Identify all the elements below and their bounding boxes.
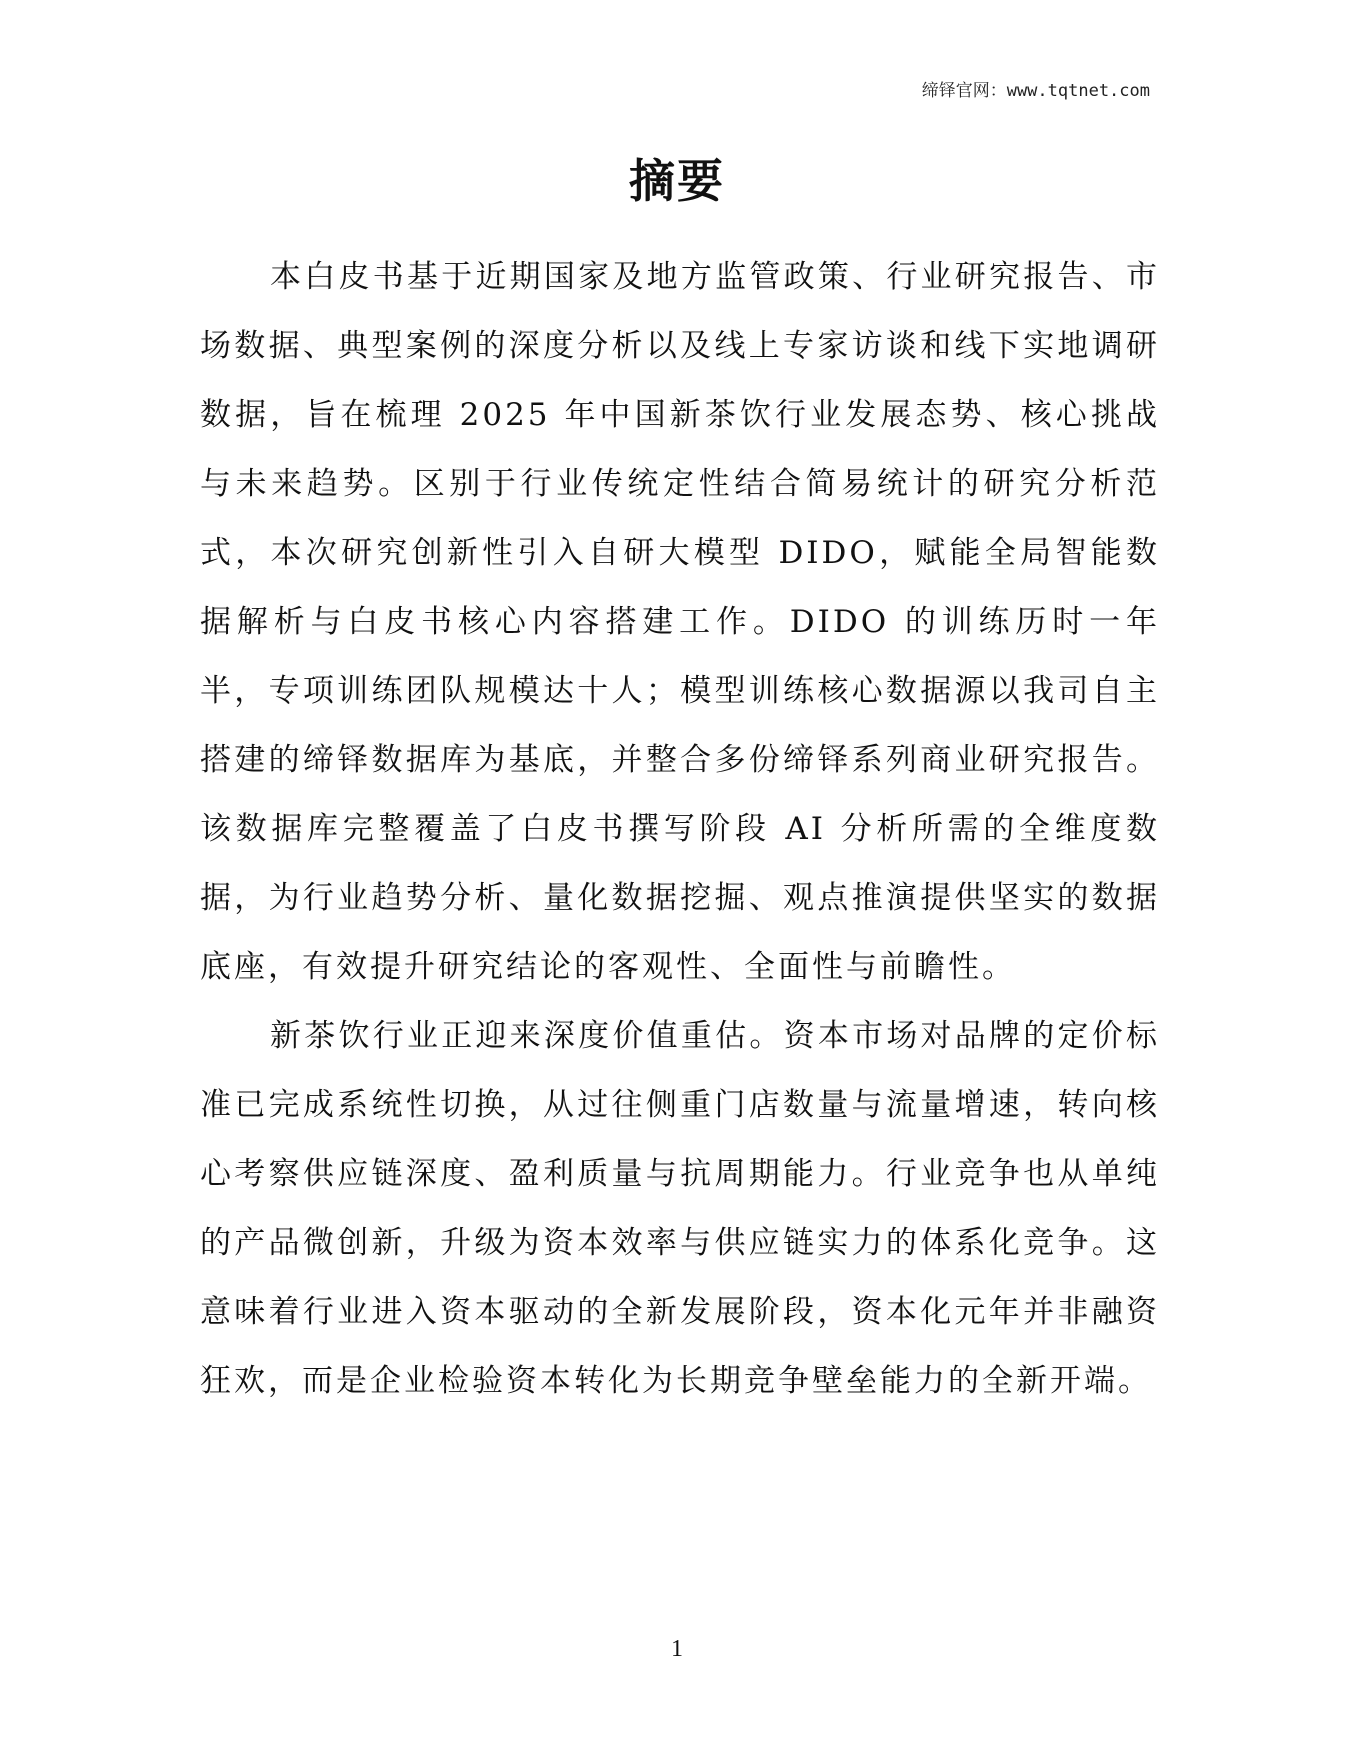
page-number: 1	[671, 1636, 683, 1662]
abstract-body	[200, 243, 1160, 1416]
paragraph-2: 新茶饮行业正迎来深度价值重估。资本市场对品牌的定价标准已完成系统性切换，从过往侧重门店数量与流量增速，转向核心考察供应链深度、盈利质量与抗周期能力。行业竞争也从单纯的产品微创新，升级为资本效率与供应链实力的体系化竞争。这意味着行业进入资本驱动的全新发展阶段，资本化元年并非融资狂欢，而是企业检验资本转化为长期竞争壁垒能力的全新开端。	[200, 1018, 1160, 1399]
page-title: 摘要	[629, 154, 725, 208]
paragraph-1: 本白皮书基于近期国家及地方监管政策、行业研究报告、市场数据、典型案例的深度分析以及线上专家访谈和线下实地调研数据，旨在梳理 2025 年中国新茶饮行业发展态势、核心挑战与未来趋势。区别于行业传统定性结合简易统计的研究分析范式，本次研究创新性引入自研大模型 DIDO，赋能全局智能数据解析与白皮书核心内容搭建工作。DIDO 的训练历时一年半，专项训练团队规模达十人；模型训练核心数据源以我司自主搭建的缔铎数据库为基底，并整合多份缔铎系列商业研究报告。该数据库完整覆盖了白皮书撰写阶段 AI 分析所需的全维度数据，为行业趋势分析、量化数据挖掘、观点推演提供坚实的数据底座，有效提升研究结论的客观性、全面性与前瞻性。	[200, 259, 1160, 985]
site-header-note: 缔铎官网：www.tqtnet.com	[921, 81, 1150, 101]
